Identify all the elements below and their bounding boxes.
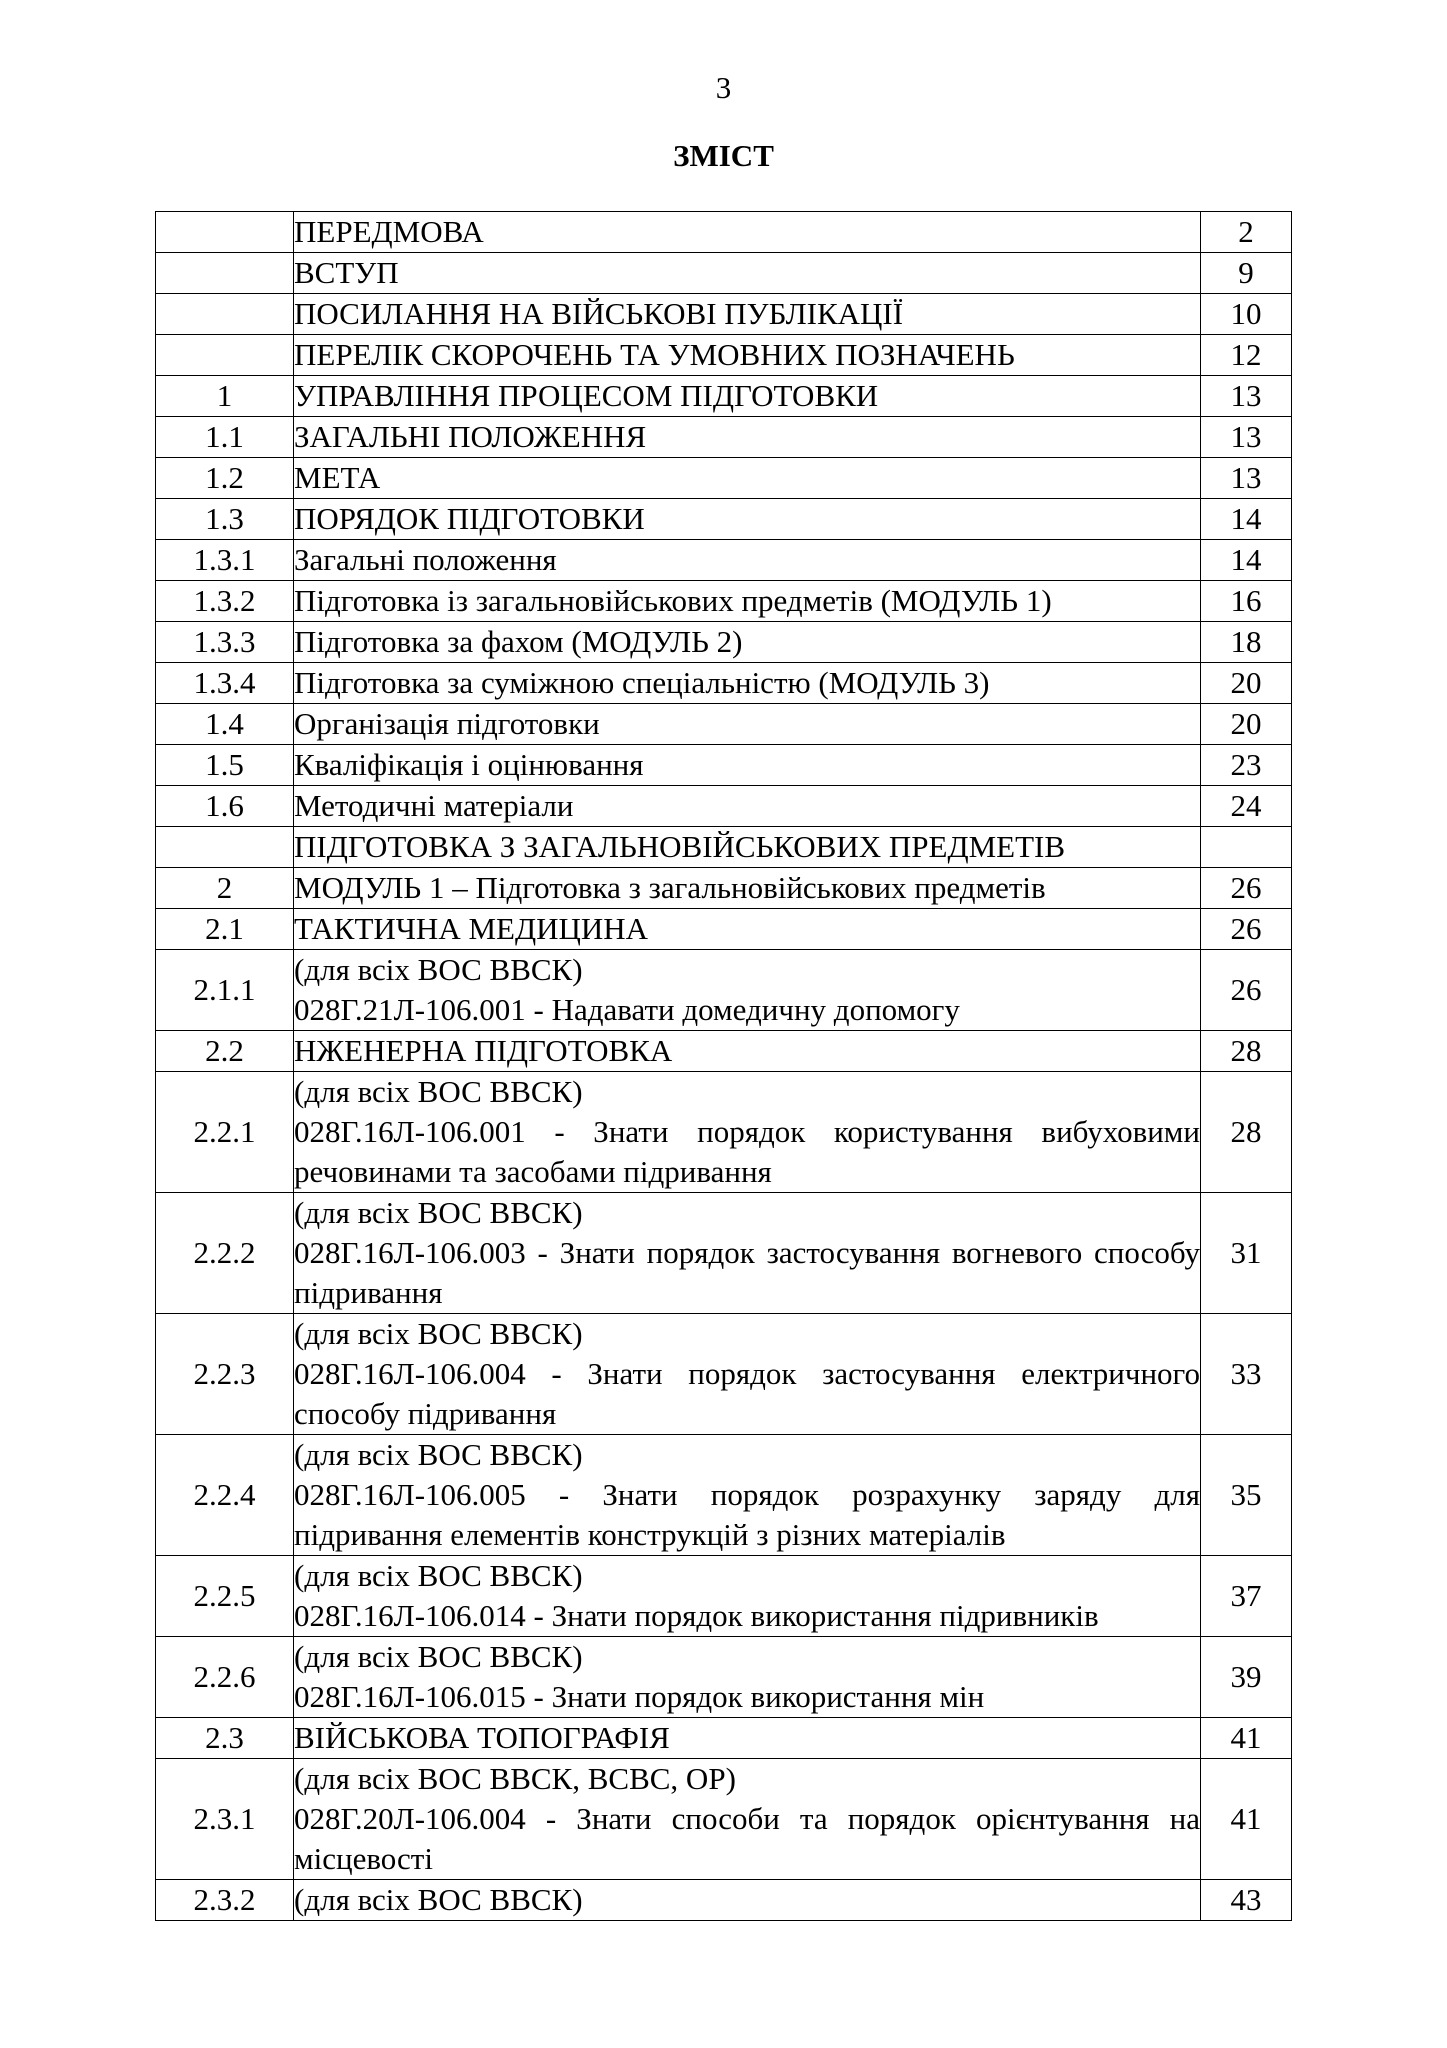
toc-row [156, 868, 1292, 909]
page-reference: 9 [1201, 253, 1292, 294]
section-title [294, 1435, 1201, 1556]
toc-row [156, 1718, 1292, 1759]
section-number: 1.3.3 [156, 622, 294, 663]
section-title-line: (для всіх ВОС ВВСК, ВСВС, ОР) [294, 1761, 736, 1796]
section-title [294, 1314, 1201, 1435]
page-reference: 13 [1201, 458, 1292, 499]
toc-body [156, 212, 1292, 1921]
section-title [294, 663, 1201, 704]
section-title-line: 028Г.16Л-106.014 - Знати порядок використання підривників [294, 1598, 1099, 1633]
section-title [294, 417, 1201, 458]
section-number [156, 294, 294, 335]
section-title [294, 1759, 1201, 1880]
page-reference: 2 [1201, 212, 1292, 253]
toc-row [156, 1880, 1292, 1921]
section-number: 2.3 [156, 1718, 294, 1759]
section-number [156, 212, 294, 253]
toc-row [156, 745, 1292, 786]
toc-row [156, 581, 1292, 622]
page-reference: 13 [1201, 417, 1292, 458]
page-reference: 14 [1201, 540, 1292, 581]
toc-row [156, 417, 1292, 458]
section-number: 1.3 [156, 499, 294, 540]
section-title-line: 028Г.16Л-106.005 - Знати порядок розрахунку заряду для підривання елементів конструкцій з різних матеріалів [294, 1477, 1200, 1552]
page-reference: 20 [1201, 704, 1292, 745]
section-title [294, 827, 1201, 868]
section-number: 1.5 [156, 745, 294, 786]
toc-row [156, 1072, 1292, 1193]
section-title [294, 1031, 1201, 1072]
section-title-line: МОДУЛЬ 1 – Підготовка з загальновійськових предметів [294, 870, 1046, 905]
section-title [294, 704, 1201, 745]
toc-row [156, 1314, 1292, 1435]
page-reference: 35 [1201, 1435, 1292, 1556]
page-reference: 28 [1201, 1031, 1292, 1072]
page-title: ЗМІСТ [673, 138, 774, 173]
section-title-line: (для всіх ВОС ВВСК) [294, 1558, 583, 1593]
section-title-line: Організація підготовки [294, 706, 600, 741]
section-title [294, 950, 1201, 1031]
section-title-line: (для всіх ВОС ВВСК) [294, 952, 583, 987]
toc-row [156, 909, 1292, 950]
section-title-line: 028Г.21Л-106.001 - Надавати домедичну допомогу [294, 992, 960, 1027]
page-reference: 10 [1201, 294, 1292, 335]
section-title-line: МЕТА [294, 460, 381, 495]
section-title [294, 1718, 1201, 1759]
toc-row [156, 458, 1292, 499]
page-reference: 26 [1201, 868, 1292, 909]
section-title [294, 212, 1201, 253]
section-title-line: Методичні матеріали [294, 788, 574, 823]
toc-row [156, 622, 1292, 663]
section-number: 2.2.2 [156, 1193, 294, 1314]
section-number: 2.2 [156, 1031, 294, 1072]
section-title [294, 622, 1201, 663]
section-title [294, 786, 1201, 827]
section-number: 2.3.1 [156, 1759, 294, 1880]
section-title-line: 028Г.20Л-106.004 - Знати способи та порядок орієнтування на місцевості [294, 1801, 1200, 1876]
table-of-contents [155, 211, 1292, 1921]
section-title [294, 540, 1201, 581]
section-number: 2.2.3 [156, 1314, 294, 1435]
section-title-line: Підготовка за фахом (МОДУЛЬ 2) [294, 624, 743, 659]
section-title-line: ПЕРЕЛІК СКОРОЧЕНЬ ТА УМОВНИХ ПОЗНАЧЕНЬ [294, 337, 1015, 372]
section-title [294, 868, 1201, 909]
toc-row [156, 1193, 1292, 1314]
section-title-line: (для всіх ВОС ВВСК) [294, 1195, 583, 1230]
section-number: 1.2 [156, 458, 294, 499]
toc-row [156, 335, 1292, 376]
page-reference: 12 [1201, 335, 1292, 376]
section-title-line: ТАКТИЧНА МЕДИЦИНА [294, 911, 649, 946]
section-title-line: ПІДГОТОВКА З ЗАГАЛЬНОВІЙСЬКОВИХ ПРЕДМЕТІВ [294, 829, 1066, 864]
page-reference: 26 [1201, 950, 1292, 1031]
toc-row [156, 663, 1292, 704]
page-reference: 28 [1201, 1072, 1292, 1193]
section-title-line: 028Г.16Л-106.001 - Знати порядок користування вибуховими речовинами та засобами підривання [294, 1114, 1200, 1189]
section-title-line: НЖЕНЕРНА ПІДГОТОВКА [294, 1033, 673, 1068]
section-number: 1.3.2 [156, 581, 294, 622]
section-title-line: (для всіх ВОС ВВСК) [294, 1437, 583, 1472]
page-reference: 18 [1201, 622, 1292, 663]
section-number [156, 335, 294, 376]
section-title [294, 1556, 1201, 1637]
section-title-line: (для всіх ВОС ВВСК) [294, 1882, 583, 1917]
section-number: 2 [156, 868, 294, 909]
toc-row [156, 1435, 1292, 1556]
page-reference: 16 [1201, 581, 1292, 622]
section-number: 1.3.4 [156, 663, 294, 704]
section-title [294, 1193, 1201, 1314]
page-reference [1201, 827, 1292, 868]
section-title [294, 909, 1201, 950]
section-title-line: ВСТУП [294, 255, 399, 290]
page-reference: 26 [1201, 909, 1292, 950]
section-number: 2.1 [156, 909, 294, 950]
section-number: 1.6 [156, 786, 294, 827]
section-number: 1.4 [156, 704, 294, 745]
toc-row [156, 253, 1292, 294]
page-reference: 37 [1201, 1556, 1292, 1637]
section-title [294, 253, 1201, 294]
toc-row [156, 1759, 1292, 1880]
toc-row [156, 376, 1292, 417]
section-number: 2.2.4 [156, 1435, 294, 1556]
section-number: 1.1 [156, 417, 294, 458]
section-title-line: 028Г.16Л-106.003 - Знати порядок застосування вогневого способу підривання [294, 1235, 1200, 1310]
section-title-line: Підготовка із загальновійськових предметів (МОДУЛЬ 1) [294, 583, 1052, 618]
toc-row [156, 827, 1292, 868]
section-title [294, 581, 1201, 622]
section-title-line: Підготовка за суміжною спеціальністю (МОДУЛЬ 3) [294, 665, 990, 700]
section-title-line: Загальні положення [294, 542, 557, 577]
section-title-line: (для всіх ВОС ВВСК) [294, 1074, 583, 1109]
section-title-line: 028Г.16Л-106.004 - Знати порядок застосування електричного способу підривання [294, 1356, 1200, 1431]
section-number: 2.2.1 [156, 1072, 294, 1193]
page-reference: 39 [1201, 1637, 1292, 1718]
section-title [294, 1880, 1201, 1921]
section-title-line: ПОРЯДОК ПІДГОТОВКИ [294, 501, 645, 536]
section-number: 2.1.1 [156, 950, 294, 1031]
toc-row [156, 704, 1292, 745]
toc-row [156, 294, 1292, 335]
section-title [294, 376, 1201, 417]
page-reference: 33 [1201, 1314, 1292, 1435]
toc-row [156, 786, 1292, 827]
page-reference: 14 [1201, 499, 1292, 540]
toc-row [156, 499, 1292, 540]
section-title-line: Кваліфікація і оцінювання [294, 747, 644, 782]
toc-row [156, 212, 1292, 253]
section-title-line: ВІЙСЬКОВА ТОПОГРАФІЯ [294, 1720, 670, 1755]
section-number [156, 253, 294, 294]
page-reference: 41 [1201, 1718, 1292, 1759]
section-number: 1 [156, 376, 294, 417]
section-title-line: УПРАВЛІННЯ ПРОЦЕСОМ ПІДГОТОВКИ [294, 378, 879, 413]
page-reference: 24 [1201, 786, 1292, 827]
section-title-line: (для всіх ВОС ВВСК) [294, 1316, 583, 1351]
page-reference: 31 [1201, 1193, 1292, 1314]
section-title [294, 458, 1201, 499]
toc-row [156, 1031, 1292, 1072]
toc-row [156, 950, 1292, 1031]
section-number: 2.2.6 [156, 1637, 294, 1718]
section-title-line: ПЕРЕДМОВА [294, 214, 484, 249]
section-title [294, 335, 1201, 376]
section-number [156, 827, 294, 868]
page-number: 3 [715, 70, 732, 105]
section-title [294, 1637, 1201, 1718]
section-title-line: ПОСИЛАННЯ НА ВІЙСЬКОВІ ПУБЛІКАЦІЇ [294, 296, 904, 331]
section-title-line: 028Г.16Л-106.015 - Знати порядок використання мін [294, 1679, 985, 1714]
page-reference: 43 [1201, 1880, 1292, 1921]
section-title [294, 499, 1201, 540]
section-number: 2.2.5 [156, 1556, 294, 1637]
section-title [294, 745, 1201, 786]
section-title [294, 1072, 1201, 1193]
section-title [294, 294, 1201, 335]
toc-row [156, 540, 1292, 581]
section-number: 1.3.1 [156, 540, 294, 581]
section-title-line: (для всіх ВОС ВВСК) [294, 1639, 583, 1674]
section-number: 2.3.2 [156, 1880, 294, 1921]
page-reference: 13 [1201, 376, 1292, 417]
page-reference: 23 [1201, 745, 1292, 786]
toc-row [156, 1556, 1292, 1637]
page-reference: 20 [1201, 663, 1292, 704]
page-reference: 41 [1201, 1759, 1292, 1880]
toc-row [156, 1637, 1292, 1718]
section-title-line: ЗАГАЛЬНІ ПОЛОЖЕННЯ [294, 419, 647, 454]
